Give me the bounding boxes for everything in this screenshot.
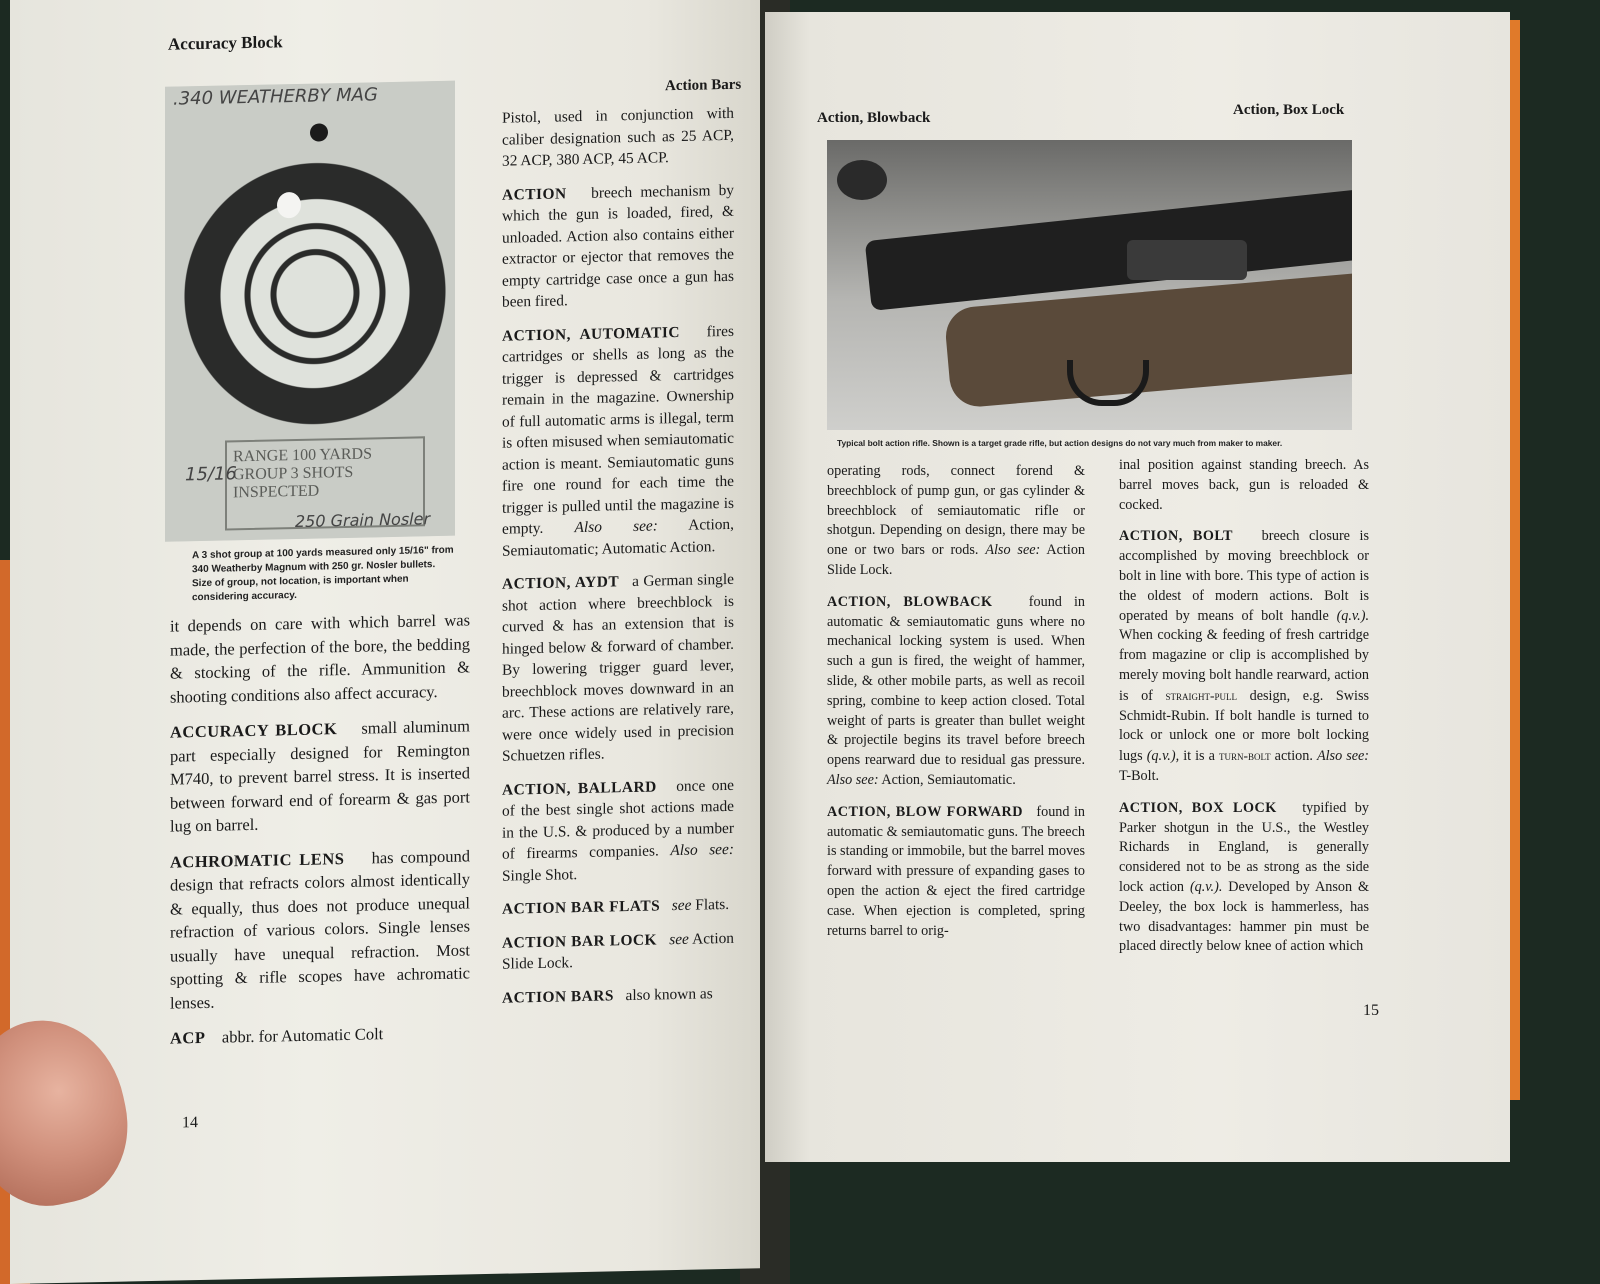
right-running-head-right: Action, Box Lock [1233, 102, 1345, 118]
entry-achromatic-lens: ACHROMATIC LENS has compound design that refracts colors almost identically & equally, thus does not produce unequal refraction of various colors. Single lenses usually have unequal refraction. Most spotting & rifle scopes have achromatic lenses. [170, 845, 470, 1013]
bolt-action-rifle-photo [827, 140, 1352, 430]
entry-action-blowback: ACTION, BLOWBACK found in automatic & semiautomatic guns where no mechanical locking system is used. When such a gun is fired, the weight of hammer, slide, & other mobile parts, as well as recoil spring, combine to keep action closed. Total weight of parts is greater than bullet weight & projectile begins its travel before breech opens rearward due to residual gas pressure. Also see: Action, Semiautomatic. [827, 593, 1085, 788]
left-column-1 [170, 608, 470, 1062]
rifle-trigger-guard [1067, 360, 1149, 406]
rifle-rear-sight [837, 160, 887, 200]
target-photo [165, 81, 455, 542]
left-page-number: 14 [182, 1114, 198, 1132]
left-column-2 [502, 103, 734, 1021]
left-page [10, 0, 760, 1284]
right-column-1 [827, 462, 1085, 953]
left-running-head-left: Accuracy Block [168, 32, 283, 54]
right-running-head-left: Action, Blowback [817, 110, 931, 126]
entry-accuracy-block: ACCURACY BLOCK small aluminum part especially designed for Remington M740, to prevent barrel stress. It is inserted between forward end of forearm & gas port lug on barrel. [170, 716, 470, 836]
entry-action-bars: ACTION BARS also known as [502, 984, 713, 1007]
handwritten-caliber: .340 WEATHERBY MAG [173, 84, 378, 110]
rifle-bolt [1127, 240, 1247, 280]
entry-action-ballard: ACTION, BALLARD once one of the best single shot actions made in the U.S. & produced by a number of firearms companies. Also see: Single Shot. [502, 776, 735, 885]
entry-action-bar-flats: ACTION BAR FLATS see Flats. [502, 895, 730, 918]
continuation-text: Pistol, used in conjunction with caliber designation such as 25 ACP, 32 ACP, 380 ACP, 45 ACP. [502, 104, 734, 170]
handwritten-load: 250 Grain Nosler [295, 509, 431, 532]
entry-acp: ACP abbr. for Automatic Colt [170, 1024, 384, 1048]
entry-action-blow-forward: ACTION, BLOW FORWARD found in automatic & semiautomatic guns. The breech is standing or immobile, but the barrel moves forward with pressure of expanding gases to open the action & eject the fired cartridge case. When ejection is completed, spring returns barrel to orig- [827, 803, 1086, 939]
continuation-text: operating rods, connect forend & breechblock of pump gun, or gas cylinder & breechblock of semiautomatic rifle or shotgun. Depending on design, there may be one or two bars or rods. Also see: Action Slide Lock. [827, 463, 1086, 578]
right-page-number: 15 [1363, 1002, 1379, 1019]
continuation-text: it depends on care with which barrel was made, the perfection of the bore, the bedding & stocking of the rifle. Ammunition & shooting conditions also affect accuracy. [170, 610, 470, 707]
entry-action: ACTION breech mechanism by which the gun is loaded, fired, & unloaded. Action also contains either extractor or ejector that removes the empty cartridge case once a gun has been fired. [502, 181, 735, 311]
entry-action-automatic: ACTION, AUTOMATIC fires cartridges or shells as long as the trigger is depressed & cartridges remain in the magazine. Ownership of full automatic arms is illegal, term is often misused when semiautomatic action is meant. Semiautomatic guns fire one round for each time the trigger is pulled until the magazine is empty. Also see: Action, Semiautomatic; Automatic Action. [502, 322, 734, 560]
entry-action-aydt: ACTION, AYDT a German single shot action where breechblock is curved & has an extension that is hinged below & forward of chamber. By lowering trigger guard lever, breechblock moves downward in an arc. These actions are relatively rare, were once widely used in precision Schuetzen rifles. [502, 570, 734, 765]
entry-action-box-lock: ACTION, BOX LOCK typified by Parker shotgun in the U.S., the Westley Richards in England, is generally considered not to be as strong as the side lock action (q.v.). Developed by Anson & Deeley, the box lock is hammerless, has two disadvantages: hammer pin must be placed directly below knee of action which [1119, 799, 1369, 955]
stamp-line: INSPECTED [233, 482, 320, 502]
right-column-2 [1119, 456, 1369, 969]
entry-action-bar-lock: ACTION BAR LOCK see Action Slide Lock. [502, 929, 734, 973]
right-page [765, 12, 1510, 1162]
entry-action-bolt: ACTION, BOLT breech closure is accomplished by moving breechblock or bolt in line with bore. This type of action is the oldest of modern actions. Bolt is operated by means of bolt handle (q.v.). When cocking & feeding of fresh cartridge from magazine or clip is accomplished by merely moving bolt handle rearward, action is of straight-pull design, e.g. Swiss Schmidt-Rubin. If bolt handle is turned to lock or unlock one or more bolt locking lugs (q.v.), it is a turn-bolt action. Also see: T-Bolt. [1119, 528, 1370, 784]
continuation-text: inal position against standing breech. As barrel moves back, gun is reloaded & cocked. [1119, 457, 1369, 513]
handwritten-group-size: 15/16 [185, 463, 237, 486]
stamp-line: RANGE 100 YARDS [233, 445, 372, 466]
target-photo-caption: A 3 shot group at 100 yards measured only 15/16" from 340 Weatherby Magnum with 250 gr. Nosler bullets. Size of group, not location, is important when considering accuracy. [192, 544, 454, 604]
stamp-line: GROUP 3 SHOTS [233, 463, 354, 484]
left-running-head-right: Action Bars [665, 76, 742, 95]
rifle-photo-caption: Typical bolt action rifle. Shown is a target grade rifle, but action designs do not vary much from maker to maker. [837, 438, 1283, 448]
